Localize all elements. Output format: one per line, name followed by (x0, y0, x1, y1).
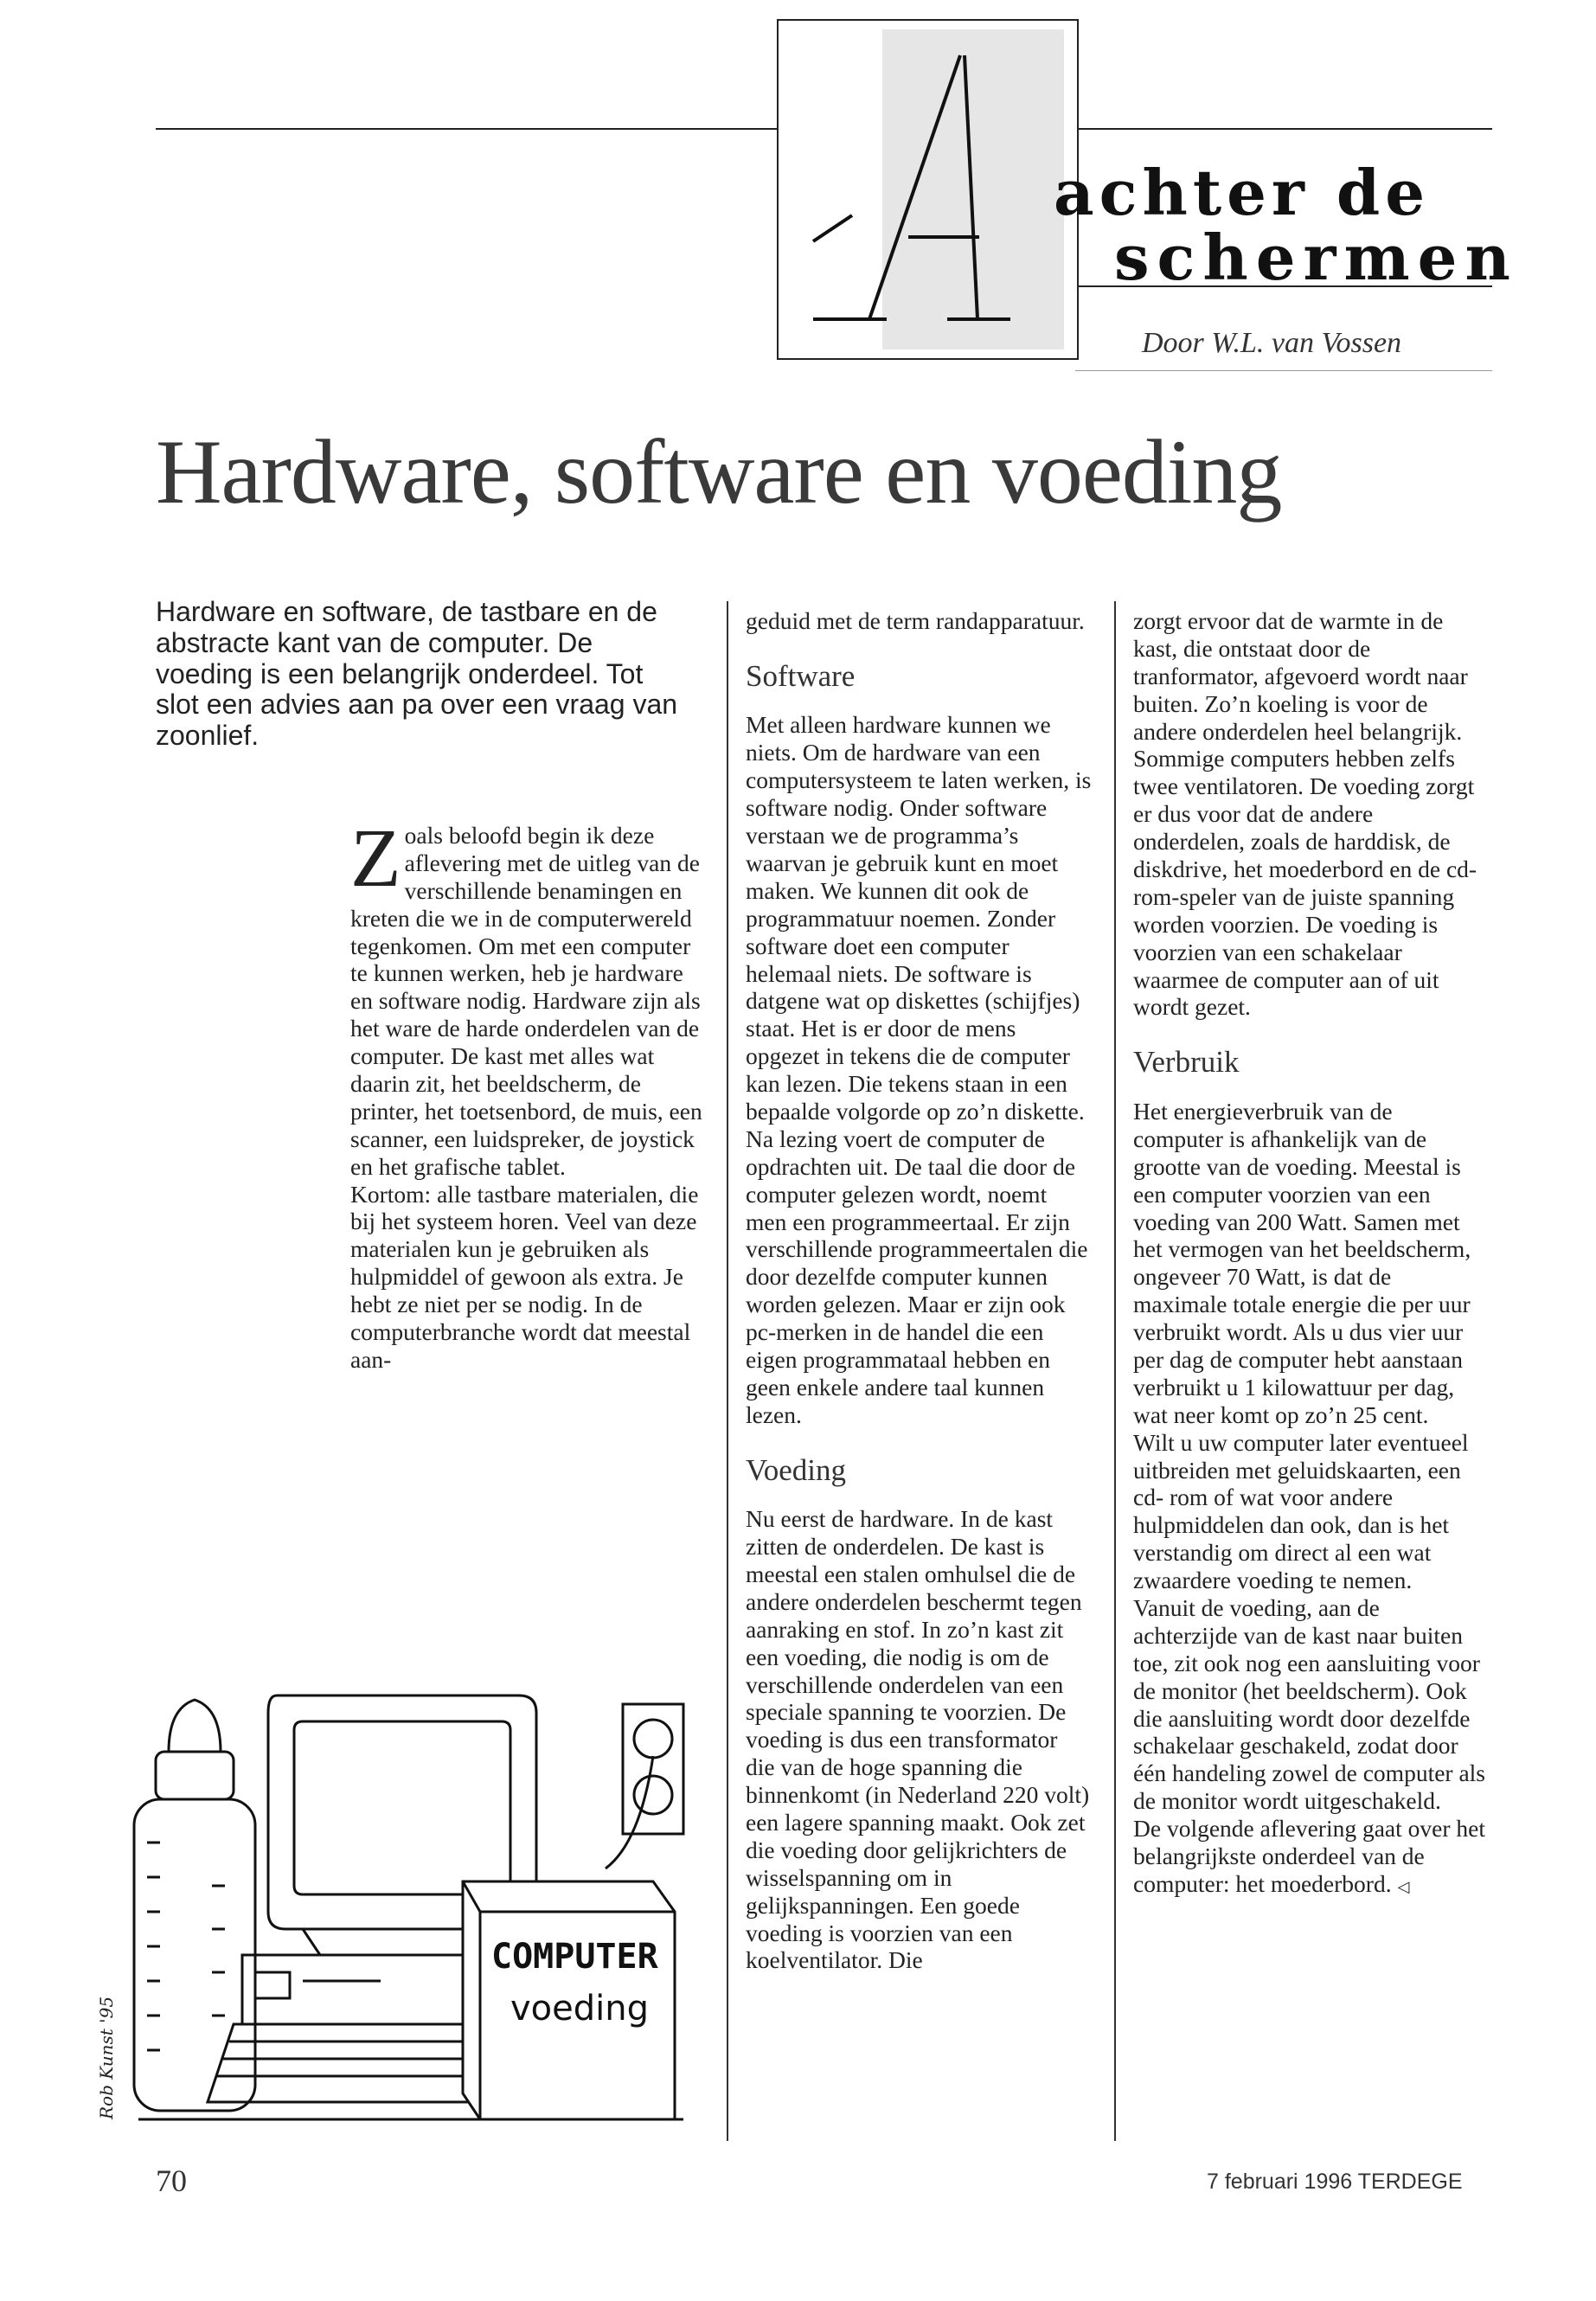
logo-box (777, 19, 1079, 360)
wall-socket-drawing (606, 1704, 683, 1868)
column-2 (746, 607, 1092, 1974)
byline: Door W.L. van Vossen (1142, 327, 1402, 359)
heading-verbruik: Verbruik (1133, 1045, 1240, 1080)
column-3 (1133, 607, 1488, 1898)
col1-paragraph-1: oals beloofd begin ik deze aflevering met de uitleg van de verschillende benamingen en kreten die we in de computerwereld tegenkomen. Om met een computer te kunnen werken, heb je hardware en software nodig. Hardware zijn als het ware de harde onderdelen van de computer. De kast met alles wat daarin zit, het beeldscherm, de printer, het toetsenbord, de muis, een scanner, een luidspreker, de joystick en het grafische tablet. (350, 822, 702, 1180)
artist-signature: Rob Kunst '95 (96, 1996, 117, 2119)
heading-voeding: Voeding (746, 1452, 847, 1487)
software-paragraph: Met alleen hardware kunnen we niets. Om de hardware van een computersysteem te laten werken, is software nodig. Onder software verstaan we de programma’s waarvan je gebruik kunt en moet maken. We kunnen dit ook de programmatuur noemen. Zonder software doet een computer helemaal niets. De software is datgene wat op diskettes (schijfjes) staat. Het is er door de mens opgezet in tekens die de computer kan lezen. Die tekens staan in een bepaalde volgorde op zo’n diskette. Na lezing voert de computer de opdrachten uit. De taal die door de computer gelezen wordt, noemt men een programmeertaal. Er zijn verschillende programmeertalen die door dezelfde computer kunnen worden gelezen. Maar er zijn ook pc-merken in de handel die een eigen programmataal hebben en geen enkele andere taal kunnen lezen. (746, 711, 1092, 1428)
column-rule-1 (727, 601, 728, 2141)
col3-paragraph-1: zorgt ervoor dat de warmte in de kast, die ontstaat door de tranformator, afgevoerd wordt naar buiten. Zo’n koeling is voor de andere onderdelen heel belangrijk. Sommige computers hebben zelfs twee ventilatoren. De voeding zorgt er dus voor dat de andere onderdelen, zoals de harddisk, de diskdrive, het moederbord en de cd-rom-speler van de juiste spanning worden voorzien. De voeding is voorzien van een schakelaar waarmee de computer aan of uit wordt gezet. (1133, 607, 1477, 1021)
verbruik-paragraph-3: Vanuit de voeding, aan de achterzijde van de kast naar buiten toe, zit ook nog een aansluiting voor de monitor (het beeldscherm). Ook die aansluiting wordt door dezelfde schakelaar geschakeld, zodat door één handeling zowel de computer als de monitor wordt uitgeschakeld. (1133, 1593, 1485, 1815)
column-rule-2 (1114, 601, 1116, 2141)
voeding-paragraph: Nu eerst de hardware. In de kast zitten de onderdelen. De kast is meestal een stalen omhulsel die de andere onderdelen beschermt tegen aanraking en stof. In zo’n kast zit een voeding, die nodig is om de verschillende onderdelen van een speciale spanning te voorzien. De voeding is dus een transformator die van de hoge spanning die binnenkomt (in Nederland 220 volt) een lagere spanning maakt. Ook zet die voeding door gelijkrichters de wisselspanning om in gelijkspanningen. Een goede voeding is voorzien van een koelventilator. Die (746, 1505, 1090, 1974)
header-rule-right (1075, 128, 1492, 130)
verbruik-paragraph-2: Wilt u uw computer later eventueel uitbreiden met geluidskaarten, een cd- rom of wat voor andere hulpmiddelen dan ook, dan is het verstandig om direct al een wat zwaardere voeding te nemen. (1133, 1428, 1469, 1594)
column-1 (350, 811, 705, 1374)
computer-illustration (87, 1670, 692, 2154)
box-label-voeding: voeding (510, 1989, 649, 2029)
heading-software: Software (746, 658, 856, 693)
col1-paragraph-2: Kortom: alle tastbare materialen, die bij het systeem horen. Veel van deze materialen kun je gebruiken als hulpmiddel of gewoon als extra. Je hebt ze niet per se nodig. In de computerbranche wordt dat meestal aan- (350, 1180, 699, 1373)
verbruik-paragraph-4 (1133, 1815, 1488, 1898)
byline-rule (1075, 370, 1492, 371)
page-number: 70 (156, 2163, 187, 2198)
logo-letter-a (779, 21, 1077, 358)
intro-text: Hardware en software, de tastbare en de abstracte kant van de computer. De voeding is een belangrijk onderdeel. Tot slot een advies aan pa over een vraag van zoonlief. (156, 596, 678, 752)
end-mark-icon: ◁ (1397, 1877, 1410, 1895)
closing-text: De volgende aflevering gaat over het belangrijkste onderdeel van de computer: het moederbord. (1133, 1815, 1485, 1897)
header-rule-left (156, 128, 777, 130)
box-label-computer: COMPUTER (491, 1937, 658, 1977)
dropcap: Z (350, 811, 401, 904)
article-title: Hardware, software en voeding (156, 421, 1282, 522)
header-title-line2: schermen (1114, 221, 1518, 294)
col2-paragraph-continued: geduid met de term randapparatuur. (746, 607, 1085, 634)
header-title-line1: achter de (1054, 156, 1431, 229)
baby-bottle-drawing (134, 1700, 255, 2111)
publication-footer: 7 februari 1996 TERDEGE (1207, 2170, 1463, 2194)
verbruik-paragraph-1: Het energieverbruik van de computer is afhankelijk van de grootte van de voeding. Meestal is een computer voorzien van een voeding van 200 Watt. Samen met het vermogen van het beeldscherm, ongeveer 70 Watt, is dat de maximale totale energie die per uur verbruikt wordt. Als u dus vier uur per dag de computer hebt aanstaan verbruikt u 1 kilowattuur per dag, wat neer komt op zo’n 25 cent. (1133, 1097, 1471, 1428)
